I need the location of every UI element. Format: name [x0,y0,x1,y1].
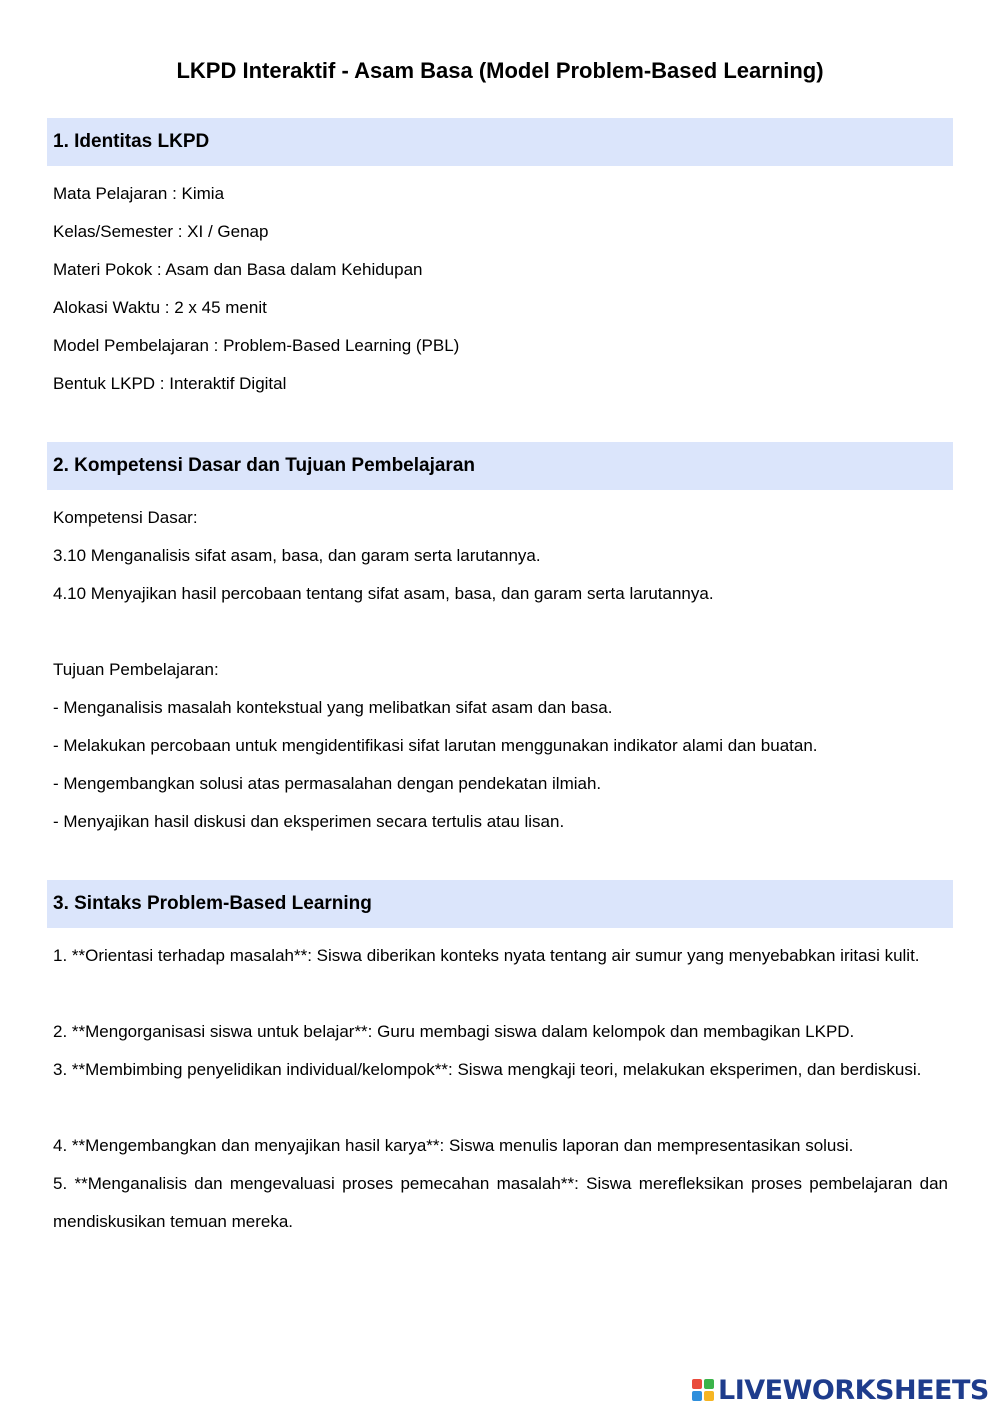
section-heading-identitas: 1. Identitas LKPD [47,118,953,166]
tujuan-item: - Melakukan percobaan untuk mengidentifikasi sifat larutan menggunakan indikator alami dan buatan. [53,736,818,755]
tujuan-item: - Mengembangkan solusi atas permasalahan dengan pendekatan ilmiah. [53,774,602,793]
logo-square-yellow [704,1391,714,1401]
sintaks-step: 5. **Menganalisis dan mengevaluasi proses pemecahan masalah**: Siswa merefleksikan proses pembelajaran dan mendiskusikan temuan mereka. [53,1174,948,1231]
section-heading-kompetensi: 2. Kompetensi Dasar dan Tujuan Pembelajaran [47,442,953,490]
sintaks-step: 4. **Mengembangkan dan menyajikan hasil karya**: Siswa menulis laporan dan mempresentasikan solusi. [53,1136,854,1155]
document-title: LKPD Interaktif - Asam Basa (Model Problem-Based Learning) [176,58,824,83]
tujuan-item: - Menyajikan hasil diskusi dan eksperimen secara tertulis atau lisan. [53,812,565,831]
identity-line-subject: Mata Pelajaran : Kimia [53,184,225,203]
sintaks-step: 1. **Orientasi terhadap masalah**: Siswa diberikan konteks nyata tentang air sumur yang menyebabkan iritasi kulit. [53,946,920,965]
tujuan-item: - Menganalisis masalah kontekstual yang melibatkan sifat asam dan basa. [53,698,613,717]
liveworksheets-logo-icon [692,1379,714,1401]
logo-square-red [692,1379,702,1389]
tujuan-label: Tujuan Pembelajaran: [53,660,219,679]
identity-line-topic: Materi Pokok : Asam dan Basa dalam Kehidupan [53,260,423,279]
identity-line-format: Bentuk LKPD : Interaktif Digital [53,374,287,393]
kd-item: 3.10 Menganalisis sifat asam, basa, dan garam serta larutannya. [53,546,541,565]
identity-line-class: Kelas/Semester : XI / Genap [53,222,269,241]
sintaks-step: 2. **Mengorganisasi siswa untuk belajar**: Guru membagi siswa dalam kelompok dan membagikan LKPD. [53,1022,855,1041]
liveworksheets-logo-text: LIVEWORKSHEETS [718,1374,989,1406]
sintaks-step: 3. **Membimbing penyelidikan individual/kelompok**: Siswa mengkaji teori, melakukan eksperimen, dan berdiskusi. [53,1060,922,1079]
logo-square-blue [692,1391,702,1401]
kd-item: 4.10 Menyajikan hasil percobaan tentang sifat asam, basa, dan garam serta larutannya. [53,584,714,603]
liveworksheets-logo [692,1374,989,1406]
section-heading-sintaks: 3. Sintaks Problem-Based Learning [47,880,953,928]
kd-label: Kompetensi Dasar: [53,508,198,527]
identity-line-time: Alokasi Waktu : 2 x 45 menit [53,298,267,317]
logo-square-green [704,1379,714,1389]
identity-line-model: Model Pembelajaran : Problem-Based Learning (PBL) [53,336,460,355]
